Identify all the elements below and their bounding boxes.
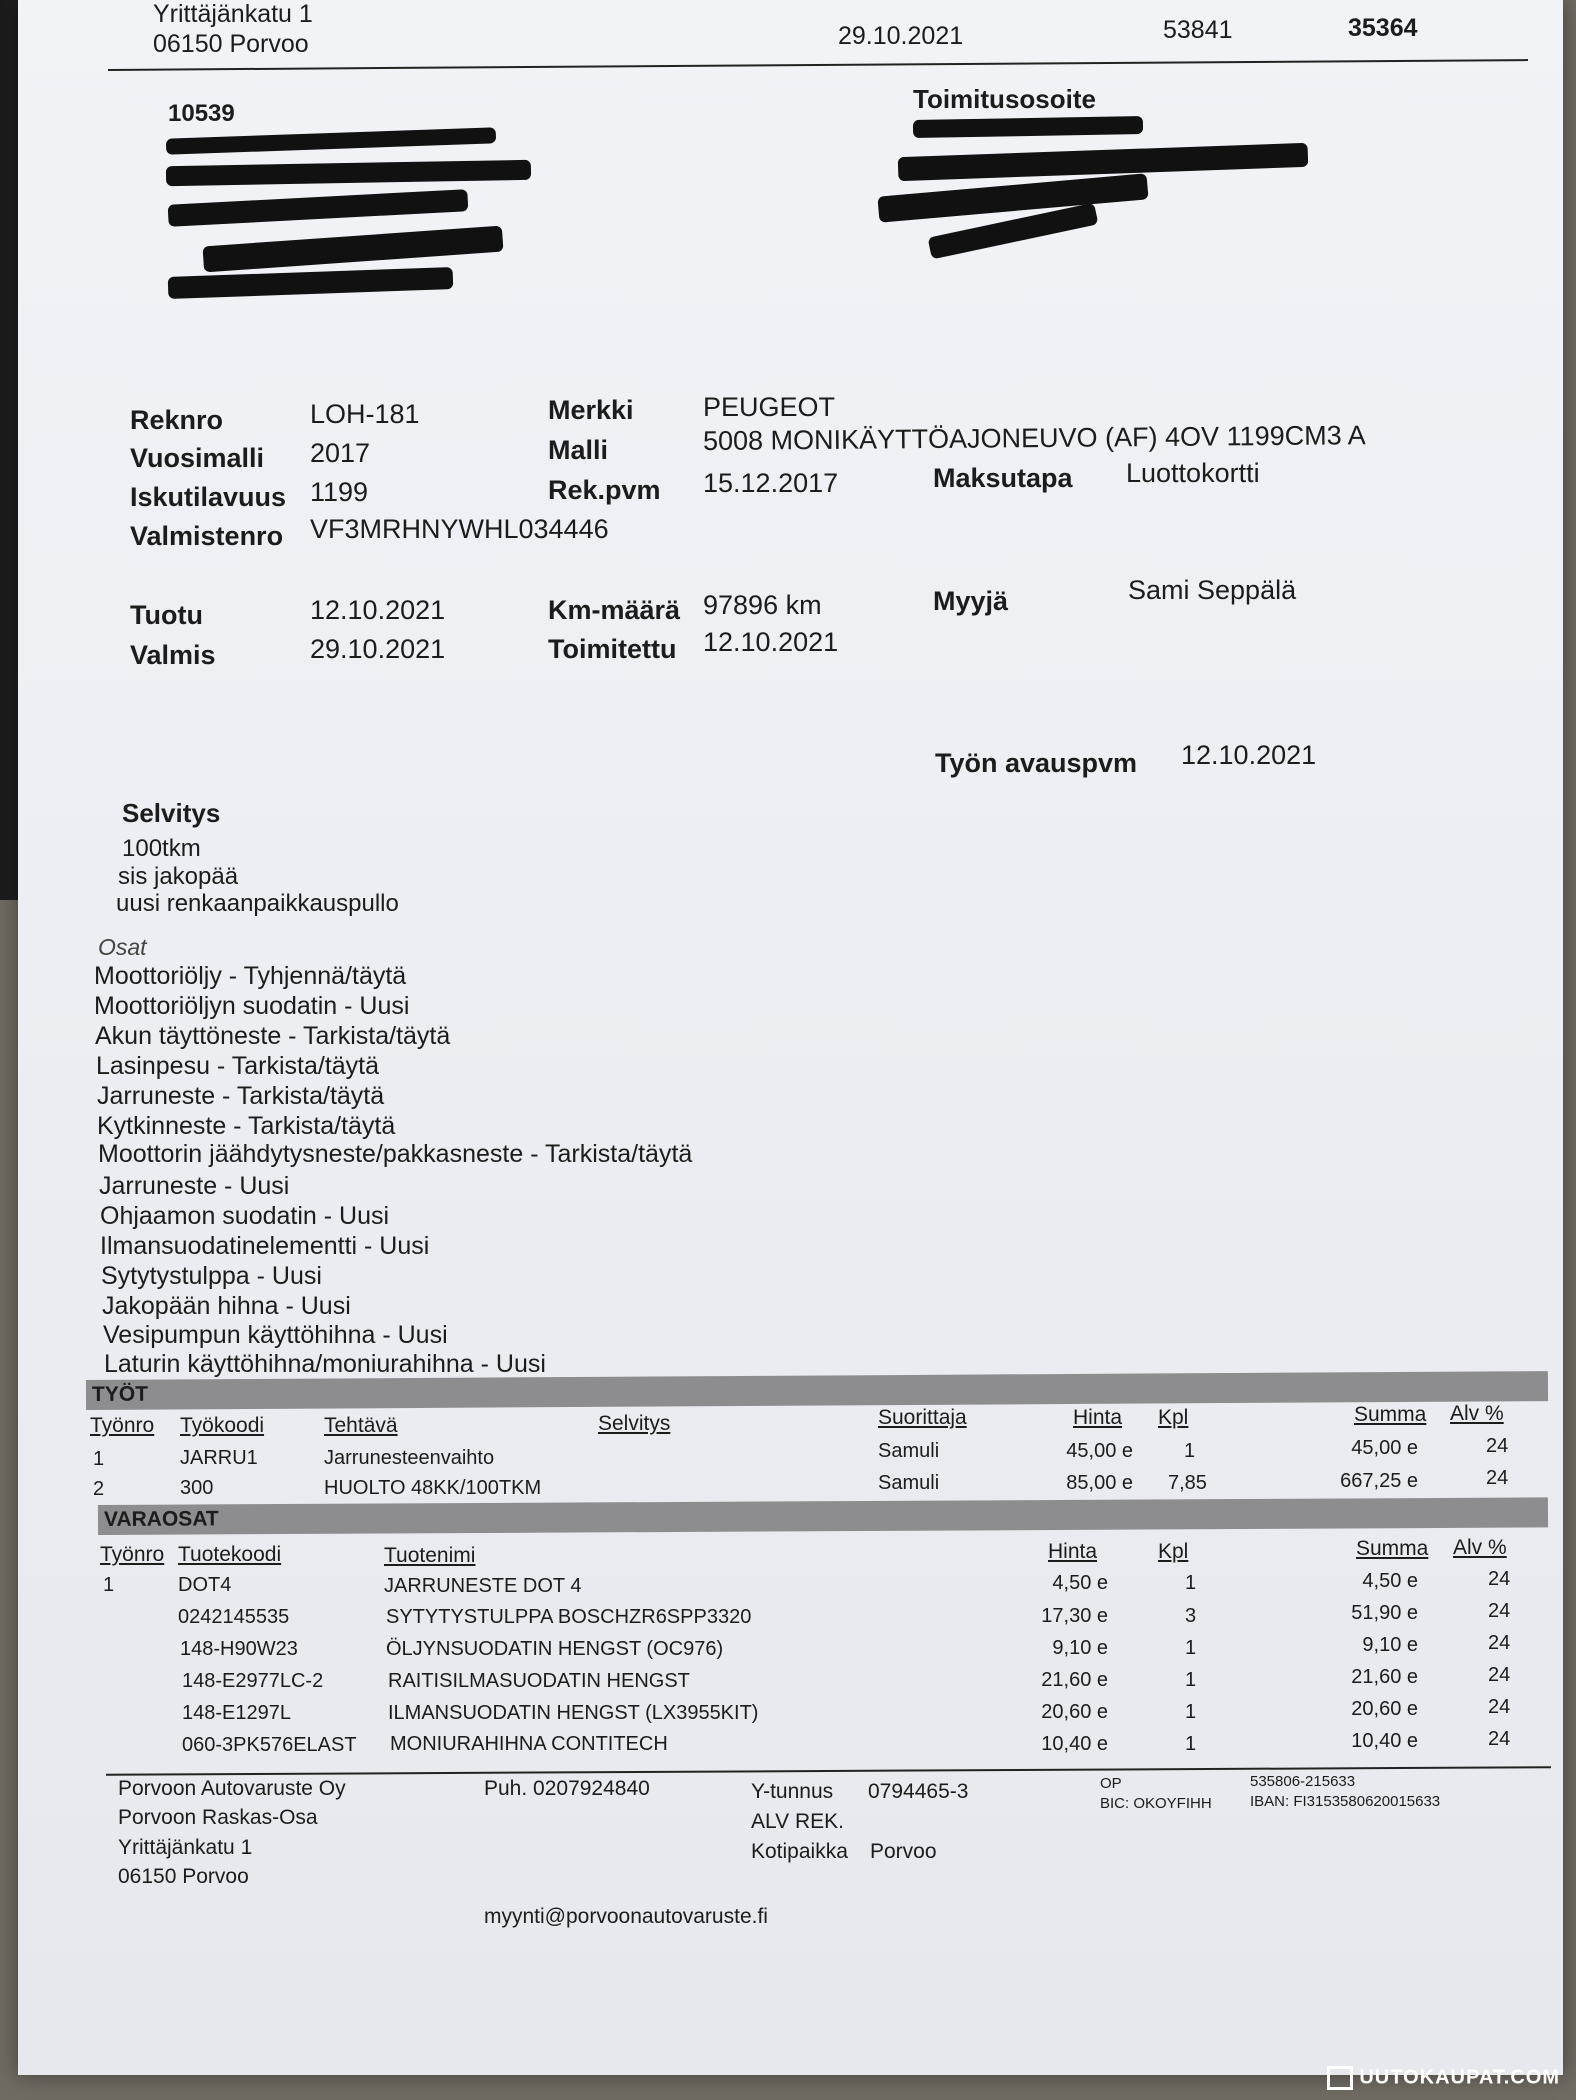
header-invoice-no: 35364 <box>1348 14 1418 42</box>
tyot-col-selvitys: Selvitys <box>598 1412 671 1435</box>
tyot-row1-summa: 45,00 e <box>1351 1437 1418 1459</box>
malli-value: 5008 MONIKÄYTTÖAJONEUVO (AF) 4OV 1199CM3 A <box>702 420 1366 456</box>
varaosat-row-koodi: 148-E1297L <box>182 1702 291 1724</box>
varaosat-row-nimi: JARRUNESTE DOT 4 <box>384 1575 582 1597</box>
merkki-label: Merkki <box>548 395 634 425</box>
footer-ytunnus-label: Y-tunnus <box>751 1780 834 1803</box>
varaosat-row-summa: 4,50 e <box>1362 1570 1418 1592</box>
tyot-row2-alv: 24 <box>1486 1467 1509 1489</box>
valmistenro-value: VF3MRHNYWHL034446 <box>310 514 609 544</box>
varaosat-row-kpl: 1 <box>1185 1669 1197 1691</box>
varaosat-row-nimi: MONIURAHIHNA CONTITECH <box>390 1733 668 1755</box>
redacted-delivery-street <box>898 143 1309 181</box>
osat-line: Kytkinneste - Tarkista/täytä <box>97 1112 396 1140</box>
tyot-row1-alv: 24 <box>1486 1435 1509 1457</box>
footer-city: 06150 Porvoo <box>118 1865 249 1888</box>
reknro-label: Reknro <box>130 405 224 435</box>
delivery-address-title: Toimitusosoite <box>913 84 1096 114</box>
osat-line: Moottoriöljy - Tyhjennä/täytä <box>94 962 407 990</box>
header-customer-no: 53841 <box>1163 16 1233 44</box>
tyot-row1-suorittaja: Samuli <box>878 1440 940 1462</box>
iskutilavuus-label: Iskutilavuus <box>130 482 287 512</box>
varaosat-row-alv: 24 <box>1488 1600 1511 1622</box>
tyot-row2-hinta: 85,00 e <box>1066 1472 1133 1494</box>
varaosat-row-alv: 24 <box>1488 1568 1511 1590</box>
osat-line: Ohjaamon suodatin - Uusi <box>100 1202 390 1230</box>
varaosat-col-tuotekoodi: Tuotekoodi <box>178 1543 282 1566</box>
iskutilavuus-value: 1199 <box>310 477 369 507</box>
tuotu-label: Tuotu <box>130 600 203 630</box>
footer-iban: IBAN: FI3153580620015633 <box>1250 1793 1441 1810</box>
osat-line: Laturin käyttöhihna/moniurahihna - Uusi <box>104 1350 546 1378</box>
varaosat-row-hinta: 17,30 e <box>1041 1605 1108 1627</box>
varaosat-row-kpl: 3 <box>1185 1605 1197 1627</box>
rekpvm-value: 15.12.2017 <box>703 468 839 498</box>
tyot-title: TYÖT <box>91 1382 149 1406</box>
osat-line: Sytytystulppa - Uusi <box>101 1262 322 1290</box>
redacted-phone <box>202 226 503 273</box>
varaosat-col-tyonro: Työnro <box>100 1543 165 1566</box>
footer-company1: Porvoon Autovaruste Oy <box>118 1777 346 1800</box>
header-divider <box>108 59 1528 71</box>
varaosat-row-koodi: 148-E2977LC-2 <box>182 1670 324 1692</box>
footer-kotipaikka-label: Kotipaikka <box>751 1840 848 1863</box>
watermark-logo-icon <box>1327 2066 1353 2090</box>
varaosat-row-summa: 10,40 e <box>1351 1730 1418 1752</box>
reknro-value: LOH-181 <box>310 399 420 429</box>
footer-street: Yrittäjänkatu 1 <box>118 1836 253 1859</box>
avauspvm-label: Työn avauspvm <box>935 748 1138 778</box>
tyot-row2-tehtava: HUOLTO 48KK/100TKM <box>324 1477 542 1499</box>
varaosat-row-kpl: 1 <box>1185 1572 1197 1594</box>
footer-bic: BIC: OKOYFIHH <box>1100 1795 1212 1812</box>
osat-line: Ilmansuodatinelementti - Uusi <box>100 1232 430 1260</box>
footer-kotipaikka: Porvoo <box>870 1840 937 1863</box>
varaosat-row-hinta: 21,60 e <box>1041 1669 1108 1691</box>
osat-line: Lasinpesu - Tarkista/täytä <box>96 1052 380 1080</box>
osat-line: Moottoriöljyn suodatin - Uusi <box>94 992 410 1020</box>
footer-company2: Porvoon Raskas-Osa <box>118 1806 318 1829</box>
tyot-col-kpl: Kpl <box>1158 1406 1189 1429</box>
valmis-label: Valmis <box>130 640 216 670</box>
varaosat-row-koodi: 0242145535 <box>178 1606 290 1628</box>
tyot-col-tyokoodi: Työkoodi <box>180 1414 265 1437</box>
merkki-value: PEUGEOT <box>703 392 836 422</box>
tyot-col-alv: Alv % <box>1450 1402 1504 1425</box>
varaosat-row-hinta: 10,40 e <box>1041 1733 1108 1755</box>
osat-line: Jarruneste - Tarkista/täytä <box>97 1082 385 1110</box>
customer-id: 10539 <box>168 100 235 127</box>
selvitys-line: sis jakopää <box>118 863 239 890</box>
footer-op-account: 535806-215633 <box>1250 1773 1356 1790</box>
malli-label: Malli <box>548 435 609 465</box>
toimitettu-value: 12.10.2021 <box>703 627 839 657</box>
varaosat-row-nimi: ILMANSUODATIN HENGST (LX3955KIT) <box>388 1702 759 1724</box>
varaosat-row-kpl: 1 <box>1185 1733 1197 1755</box>
varaosat-row-hinta: 20,60 e <box>1041 1701 1108 1723</box>
tyot-row1-koodi: JARRU1 <box>180 1447 258 1469</box>
varaosat-row-summa: 9,10 e <box>1362 1634 1418 1656</box>
vuosimalli-value: 2017 <box>310 438 371 468</box>
tyot-row2-kpl: 7,85 <box>1168 1472 1207 1494</box>
tyot-row1-hinta: 45,00 e <box>1066 1440 1133 1462</box>
tuotu-value: 12.10.2021 <box>310 595 446 625</box>
redacted-name <box>166 127 496 155</box>
varaosat-row-kpl: 1 <box>1185 1701 1197 1723</box>
tyot-row2-nro: 2 <box>93 1478 105 1500</box>
maksutapa-value: Luottokortti <box>1126 458 1260 488</box>
footer-ytunnus: 0794465-3 <box>868 1780 969 1803</box>
vuosimalli-label: Vuosimalli <box>130 443 265 473</box>
footer-alvrek: ALV REK. <box>751 1810 844 1833</box>
selvitys-line: 100tkm <box>122 835 201 862</box>
varaosat-row-hinta: 4,50 e <box>1052 1572 1108 1594</box>
varaosat-col-kpl: Kpl <box>1158 1540 1189 1563</box>
valmis-value: 29.10.2021 <box>310 634 446 664</box>
watermark <box>1327 2066 1560 2090</box>
varaosat-row-nimi: ÖLJYNSUODATIN HENGST (OC976) <box>386 1638 724 1660</box>
invoice-paper <box>18 0 1563 2075</box>
redacted-city <box>168 189 469 227</box>
varaosat-col-summa: Summa <box>1356 1537 1429 1560</box>
varaosat-row-alv: 24 <box>1488 1632 1511 1654</box>
selvitys-line: uusi renkaanpaikkauspullo <box>116 890 399 917</box>
varaosat-row-summa: 21,60 e <box>1351 1666 1418 1688</box>
varaosat-row-summa: 20,60 e <box>1351 1698 1418 1720</box>
osat-line: Akun täyttöneste - Tarkista/täytä <box>95 1022 451 1050</box>
varaosat-row-nimi: RAITISILMASUODATIN HENGST <box>388 1670 690 1692</box>
footer-op-label: OP <box>1100 1775 1122 1792</box>
varaosat-row-nimi: SYTYTYSTULPPA BOSCHZR6SPP3320 <box>386 1606 752 1628</box>
tyot-col-tyonro: Työnro <box>90 1414 155 1437</box>
tyot-row1-nro: 1 <box>93 1448 105 1470</box>
header-address-line1: Yrittäjänkatu 1 <box>153 0 313 28</box>
tyot-row1-kpl: 1 <box>1184 1440 1196 1462</box>
watermark-text: UUTOKAUPAT.COM <box>1359 2066 1560 2089</box>
toimitettu-label: Toimitettu <box>548 634 677 664</box>
footer-phone: Puh. 0207924840 <box>484 1777 650 1800</box>
osat-line: Vesipumpun käyttöhihna - Uusi <box>103 1321 448 1349</box>
varaosat-row-alv: 24 <box>1488 1664 1511 1686</box>
tyot-row2-summa: 667,25 e <box>1340 1470 1418 1492</box>
varaosat-row-summa: 51,90 e <box>1351 1602 1418 1624</box>
varaosat-row-koodi: 060-3PK576ELAST <box>182 1734 357 1756</box>
rekpvm-label: Rek.pvm <box>548 475 661 505</box>
varaosat-row-kpl: 1 <box>1185 1637 1197 1659</box>
maksutapa-label: Maksutapa <box>933 463 1073 493</box>
myyja-label: Myyjä <box>933 586 1009 616</box>
osat-title: Osat <box>98 934 147 960</box>
varaosat-row-alv: 24 <box>1488 1728 1511 1750</box>
header-address-line2: 06150 Porvoo <box>153 30 309 58</box>
varaosat-row-nro: 1 <box>103 1574 115 1596</box>
varaosat-header-bar <box>98 1497 1548 1535</box>
km-value: 97896 km <box>703 590 822 620</box>
tyot-row1-tehtava: Jarrunesteenvaihto <box>324 1447 495 1469</box>
redacted-street <box>166 160 531 186</box>
varaosat-title: VARAOSAT <box>103 1507 219 1531</box>
tyot-col-tehtava: Tehtävä <box>324 1414 398 1437</box>
valmistenro-label: Valmistenro <box>130 521 284 551</box>
varaosat-col-hinta: Hinta <box>1048 1540 1098 1563</box>
km-label: Km-määrä <box>548 595 681 625</box>
osat-line: Jarruneste - Uusi <box>99 1172 290 1200</box>
varaosat-row-hinta: 9,10 e <box>1052 1637 1108 1659</box>
header-date: 29.10.2021 <box>838 22 964 50</box>
tyot-col-suorittaja: Suorittaja <box>878 1406 967 1429</box>
tyot-col-summa: Summa <box>1354 1403 1427 1426</box>
myyja-value: Sami Seppälä <box>1128 575 1297 605</box>
varaosat-row-alv: 24 <box>1488 1696 1511 1718</box>
redacted-delivery-name <box>913 116 1143 138</box>
tyot-row2-koodi: 300 <box>180 1477 214 1499</box>
tyot-row2-suorittaja: Samuli <box>878 1472 940 1494</box>
varaosat-row-koodi: DOT4 <box>178 1574 232 1596</box>
avauspvm-value: 12.10.2021 <box>1181 740 1317 770</box>
varaosat-row-koodi: 148-H90W23 <box>180 1638 298 1660</box>
varaosat-col-alv: Alv % <box>1453 1536 1507 1559</box>
varaosat-col-tuotenimi: Tuotenimi <box>384 1544 476 1567</box>
osat-line: Moottorin jäähdytysneste/pakkasneste - Tarkista/täytä <box>98 1140 693 1168</box>
tyot-col-hinta: Hinta <box>1073 1406 1123 1429</box>
redacted-delivery-city <box>877 173 1148 222</box>
osat-line: Jakopään hihna - Uusi <box>102 1292 351 1320</box>
footer-email: myynti@porvoonautovaruste.fi <box>484 1905 768 1928</box>
selvitys-title: Selvitys <box>122 798 221 828</box>
